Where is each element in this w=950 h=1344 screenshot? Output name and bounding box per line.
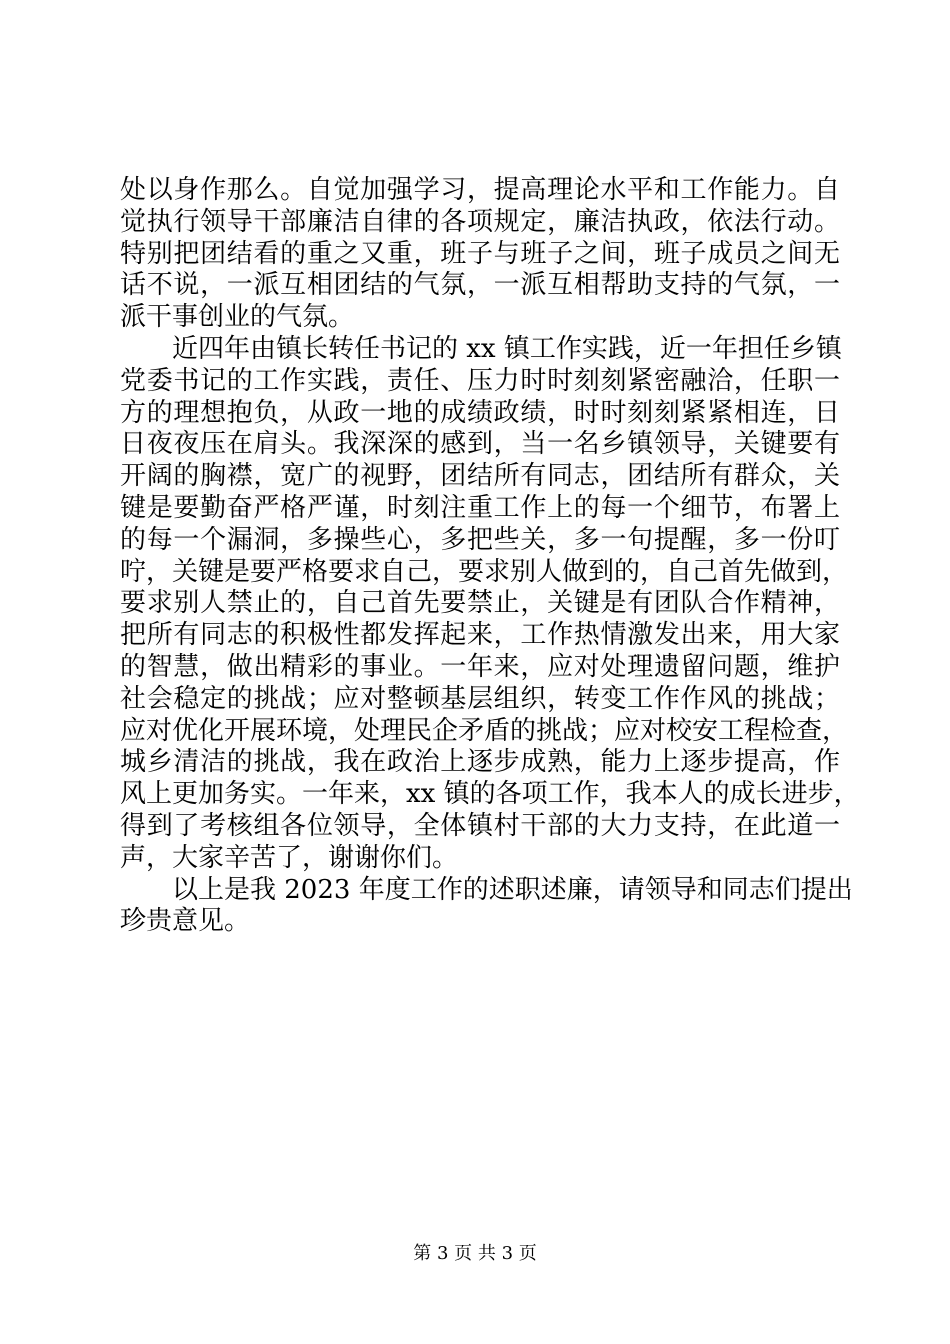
text-line: 处以身作那么。自觉加强学习，提高理论水平和工作能力。自 <box>120 175 840 205</box>
text-line: 开阔的胸襟，宽广的视野，团结所有同志，团结所有群众，关 <box>120 461 840 492</box>
paragraph-2 <box>120 333 860 875</box>
text-line: 得到了考核组各位领导，全体镇村干部的大力支持，在此道一 <box>120 810 840 841</box>
text-line: 特别把团结看的重之又重，班子与班子之间，班子成员之间无 <box>120 238 840 269</box>
paragraph-1 <box>120 175 840 334</box>
text-line: 要求别人禁止的，自己首先要禁止，关键是有团队合作精神， <box>120 588 840 619</box>
text-line: 把所有同志的积极性都发挥起来，工作热情激发出来，用大家 <box>120 620 840 651</box>
text-line: 咛，关键是要严格要求自己，要求别人做到的，自己首先做到， <box>120 556 849 587</box>
text-line: 方的理想抱负，从政一地的成绩政绩，时时刻刻紧紧相连，日 <box>120 397 840 428</box>
page-footer <box>0 1242 950 1266</box>
text-line: 党委书记的工作实践，责任、压力时时刻刻紧密融洽，任职一 <box>120 365 840 396</box>
text-line: 近四年由镇长转任书记的 xx 镇工作实践，近一年担任乡镇 <box>172 333 842 364</box>
paragraph-3 <box>120 874 853 939</box>
text-line: 日夜夜压在肩头。我深深的感到，当一名乡镇领导，关键要有 <box>120 429 840 460</box>
text-line: 派干事创业的气氛。 <box>120 302 355 333</box>
text-line: 珍贵意见。 <box>120 906 251 937</box>
text-line: 社会稳定的挑战；应对整顿基层组织，转变工作作风的挑战； <box>120 683 840 714</box>
text-line: 以上是我 2023 年度工作的述职述廉，请领导和同志们提出 <box>172 874 853 905</box>
page-number-label: 第 3 页 共 3 页 <box>413 1243 537 1264</box>
text-line: 键是要勤奋严格严谨，时刻注重工作上的每一个细节，布署上 <box>120 492 840 523</box>
document-body <box>120 175 860 938</box>
text-line: 觉执行领导干部廉洁自律的各项规定，廉洁执政，依法行动。 <box>120 206 840 237</box>
text-line: 话不说，一派互相团结的气氛，一派互相帮助支持的气氛，一 <box>120 270 840 301</box>
text-line: 风上更加务实。一年来，xx 镇的各项工作，我本人的成长进步， <box>120 779 860 810</box>
text-line: 应对优化开展环境，处理民企矛盾的挑战；应对校安工程检查， <box>120 715 849 746</box>
text-line: 的智慧，做出精彩的事业。一年来，应对处理遗留问题，维护 <box>120 651 840 682</box>
text-line: 声，大家辛苦了，谢谢你们。 <box>120 842 459 873</box>
text-line: 的每一个漏洞，多操些心，多把些关，多一句提醒，多一份叮 <box>120 524 840 555</box>
text-line: 城乡清洁的挑战，我在政治上逐步成熟，能力上逐步提高，作 <box>120 747 840 778</box>
